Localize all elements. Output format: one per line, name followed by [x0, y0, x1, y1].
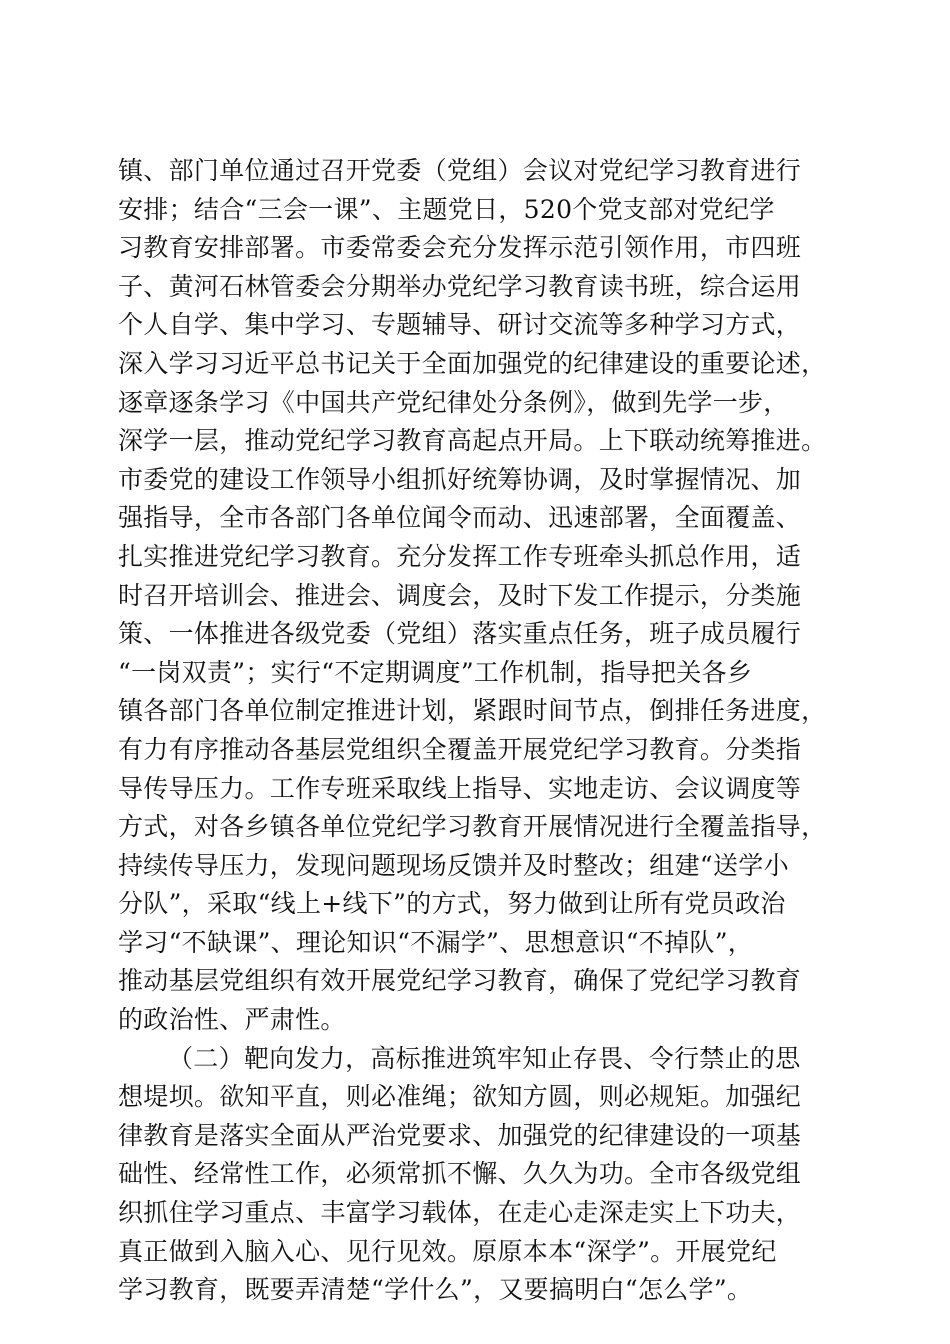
text-line: 推动基层党组织有效开展党纪学习教育，确保了党纪学习教育	[118, 966, 802, 996]
section-heading-line: （二）靶向发力，高标推进筑牢知止存畏、令行禁止的思	[168, 1043, 801, 1073]
text-line: “一岗双责”；实行“不定期调度”工作机制，指导把关各乡	[118, 657, 753, 687]
text-line: 镇、部门单位通过召开党委（党组）会议对党纪学习教育进行	[118, 156, 802, 185]
text-line: 时召开培训会、推进会、调度会，及时下发工作提示，分类施	[118, 580, 802, 610]
text-line: 方式，对各乡镇各单位党纪学习教育开展情况进行全覆盖指导，	[118, 812, 827, 842]
text-line: 强指导，全市各部门各单位闻令而动、迅速部署，全面覆盖、	[118, 503, 802, 533]
text-line: 织抓住学习重点、丰富学习载体，在走心走深走实上下功夫，	[118, 1198, 802, 1228]
text-line: 安排；结合“三会一课”、主题党日，520个党支部对党纪学	[118, 194, 775, 224]
text-line: 习教育安排部署。市委常委会充分发挥示范引领作用，市四班	[118, 233, 802, 263]
text-line: 真正做到入脑入心、见行见效。原原本本“深学”。开展党纪	[118, 1236, 777, 1266]
text-line: 础性、经常性工作，必须常抓不懈、久久为功。全市各级党组	[118, 1159, 802, 1189]
text-line: 学习教育，既要弄清楚“学什么”，又要搞明白“怎么学”。	[118, 1275, 753, 1305]
text-line: 深学一层，推动党纪学习教育高起点开局。上下联动统筹推进。	[118, 426, 827, 456]
text-line: 镇各部门各单位制定推进计划，紧跟时间节点，倒排任务进度，	[118, 696, 827, 726]
text-line: 分队”，采取“线上+线下”的方式，努力做到让所有党员政治	[118, 889, 786, 919]
text-line: 导传导压力。工作专班采取线上指导、实地走访、会议调度等	[118, 773, 802, 803]
text-line: 持续传导压力，发现问题现场反馈并及时整改；组建“送学小	[118, 850, 789, 880]
text-line: 有力有序推动各基层党组织全覆盖开展党纪学习教育。分类指	[118, 734, 802, 764]
text-line: 策、一体推进各级党委（党组）落实重点任务，班子成员履行	[118, 619, 802, 649]
text-line: 学习“不缺课”、理论知识“不漏学”、思想意识“不掉队”，	[118, 927, 754, 957]
document-page	[118, 152, 838, 1310]
text-line: 律教育是落实全面从严治党要求、加强党的纪律建设的一项基	[118, 1120, 802, 1150]
text-line: 子、黄河石林管委会分期举办党纪学习教育读书班，综合运用	[118, 271, 802, 301]
text-line: 想堤坝。欲知平直，则必准绳；欲知方圆，则必规矩。加强纪	[118, 1082, 802, 1112]
text-line: 市委党的建设工作领导小组抓好统筹协调，及时掌握情况、加	[118, 464, 802, 494]
text-line: 深入学习习近平总书记关于全面加强党的纪律建设的重要论述，	[118, 348, 827, 378]
text-line: 的政治性、严肃性。	[118, 1005, 346, 1035]
text-line: 逐章逐条学习《中国共产党纪律处分条例》，做到先学一步，	[118, 387, 789, 417]
text-line: 扎实推进党纪学习教育。充分发挥工作专班牵头抓总作用，适	[118, 541, 802, 571]
text-line: 个人自学、集中学习、专题辅导、研讨交流等多种学习方式，	[118, 310, 802, 340]
